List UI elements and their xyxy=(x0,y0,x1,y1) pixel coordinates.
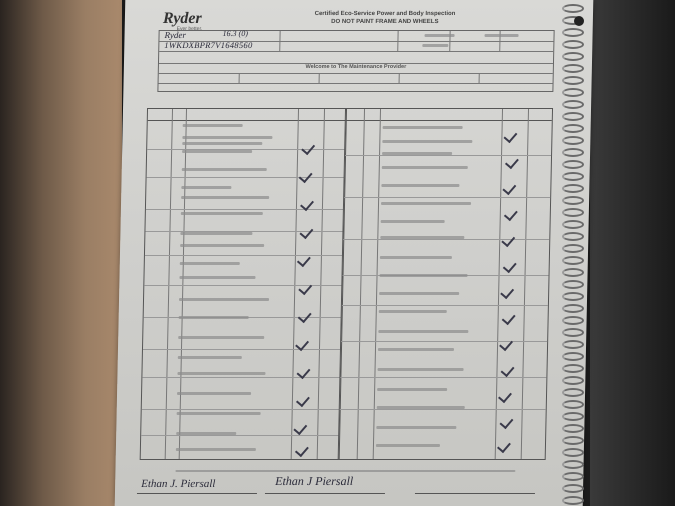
background-right xyxy=(590,0,675,506)
form-title-line1: Certified Eco-Service Power and Body Inspection xyxy=(314,11,456,17)
inspection-grid-left xyxy=(140,108,347,460)
handwritten-vin: 1WKDXBPR7V1648560 xyxy=(164,40,253,50)
inspector-name: Ethan J. Piersall xyxy=(141,478,216,490)
inspection-form-sheet xyxy=(115,0,594,506)
form-title xyxy=(275,10,495,26)
handwritten-field-1: Ryder xyxy=(164,30,186,40)
ryder-logo: Ryder xyxy=(162,10,202,27)
handwritten-field-2: 16.3 (0) xyxy=(222,29,249,38)
logo-tagline: Ever better. xyxy=(176,26,203,32)
notebook-spiral xyxy=(560,0,586,506)
notebook-hole xyxy=(574,16,584,26)
inspector-signature: Ethan J Piersall xyxy=(275,474,354,488)
form-subtitle: Welcome to The Maintenance Provider xyxy=(305,64,407,70)
background-left xyxy=(0,0,122,506)
form-title-line2: DO NOT PAINT FRAME AND WHEELS xyxy=(331,19,439,25)
